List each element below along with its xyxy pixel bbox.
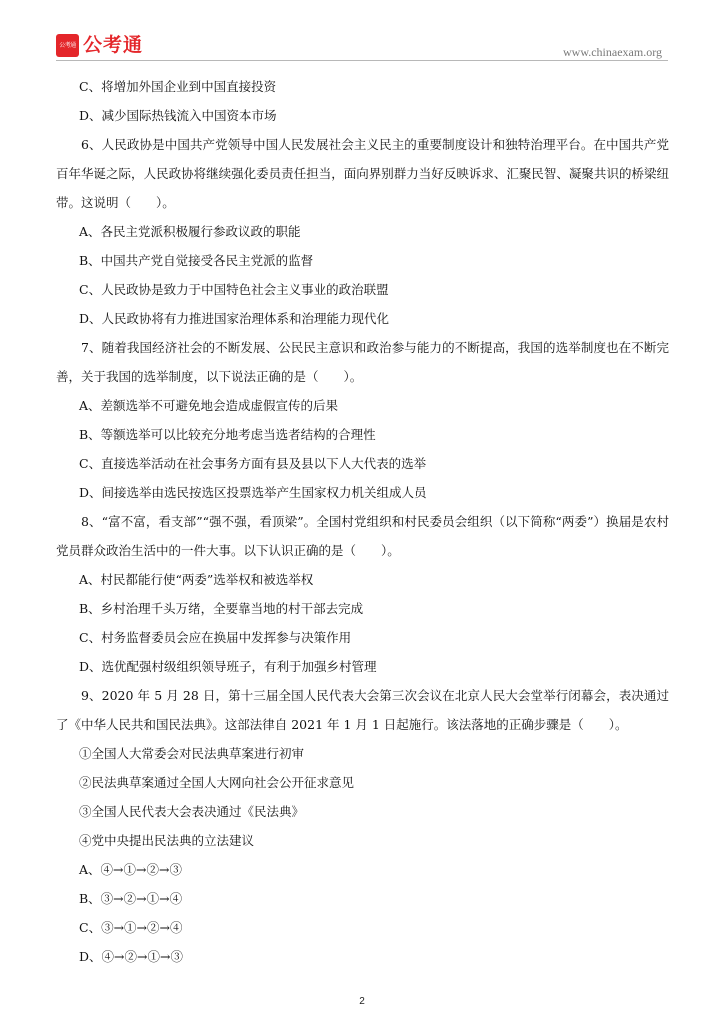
q9-step-1: ①全国人大常委会对民法典草案进行初审 — [79, 746, 305, 761]
q6-option-a: A、各民主党派积极履行参政议政的职能 — [79, 224, 301, 239]
logo-icon: 公考通 — [56, 34, 79, 57]
q7-option-a: A、差额选举不可避免地会造成虚假宣传的后果 — [79, 398, 339, 413]
document-body — [56, 72, 669, 971]
q6-option-d: D、人民政协将有力推进国家治理体系和治理能力现代化 — [79, 311, 390, 326]
q8-stem: 8、“富不富，看支部”“强不强，看顶梁”。全国村党组织和村民委员会组织（以下简称“两委”）换届是农村党员群众政治生活中的一件大事。以下认识正确的是（ ）。 — [56, 514, 669, 558]
q8-option-c: C、村务监督委员会应在换届中发挥参与决策作用 — [79, 630, 352, 645]
q9-option-b: B、③→②→①→④ — [79, 891, 183, 906]
q6-stem: 6、人民政协是中国共产党领导中国人民发展社会主义民主的重要制度设计和独特治理平台。在中国共产党百年华诞之际，人民政协将继续强化委员责任担当，面向界别群力当好反映诉求、汇聚民智、凝聚共识的桥梁纽带。这说明（ ）。 — [56, 137, 669, 210]
q6-option-c: C、人民政协是致力于中国特色社会主义事业的政治联盟 — [79, 282, 389, 297]
q7-option-c: C、直接选举活动在社会事务方面有县及县以下人大代表的选举 — [79, 456, 427, 471]
q6-option-b: B、中国共产党自觉接受各民主党派的监督 — [79, 253, 314, 268]
q8-option-b: B、乡村治理千头万绪，全要靠当地的村干部去完成 — [79, 601, 364, 616]
q7-stem: 7、随着我国经济社会的不断发展、公民民主意识和政治参与能力的不断提高，我国的选举制度也在不断完善，关于我国的选举制度，以下说法正确的是（ ）。 — [56, 340, 669, 384]
q9-step-2: ②民法典草案通过全国人大网向社会公开征求意见 — [79, 775, 355, 790]
site-url[interactable]: www.chinaexam.org — [563, 45, 662, 59]
page-header — [56, 32, 668, 62]
header-divider — [56, 60, 668, 61]
q8-option-d: D、选优配强村级组织领导班子，有利于加强乡村管理 — [79, 659, 377, 674]
page-number: 2 — [359, 996, 365, 1007]
logo-text: 公考通 — [83, 34, 144, 56]
q9-step-4: ④党中央提出民法典的立法建议 — [79, 833, 255, 848]
q7-option-b: B、等额选举可以比较充分地考虑当选者结构的合理性 — [79, 427, 376, 442]
q9-option-c: C、③→①→②→④ — [79, 920, 183, 935]
q9-stem: 9、2020 年 5 月 28 日，第十三届全国人民代表大会第三次会议在北京人民大会堂举行闭幕会，表决通过了《中华人民共和国民法典》。这部法律自 2021 年 1 月 1 日起施行。该法落地的正确步骤是（ ）。 — [56, 688, 669, 732]
q9-option-a: A、④→①→②→③ — [79, 862, 182, 877]
q7-option-d: D、间接选举由选民按选区投票选举产生国家权力机关组成人员 — [79, 485, 427, 500]
q5-option-c: C、将增加外国企业到中国直接投资 — [79, 79, 277, 94]
q9-option-d: D、④→②→①→③ — [79, 949, 183, 964]
q8-option-a: A、村民都能行使“两委”选举权和被选举权 — [79, 572, 314, 587]
q5-option-d: D、减少国际热钱流入中国资本市场 — [79, 108, 277, 123]
q9-step-3: ③全国人民代表大会表决通过《民法典》 — [79, 804, 305, 819]
